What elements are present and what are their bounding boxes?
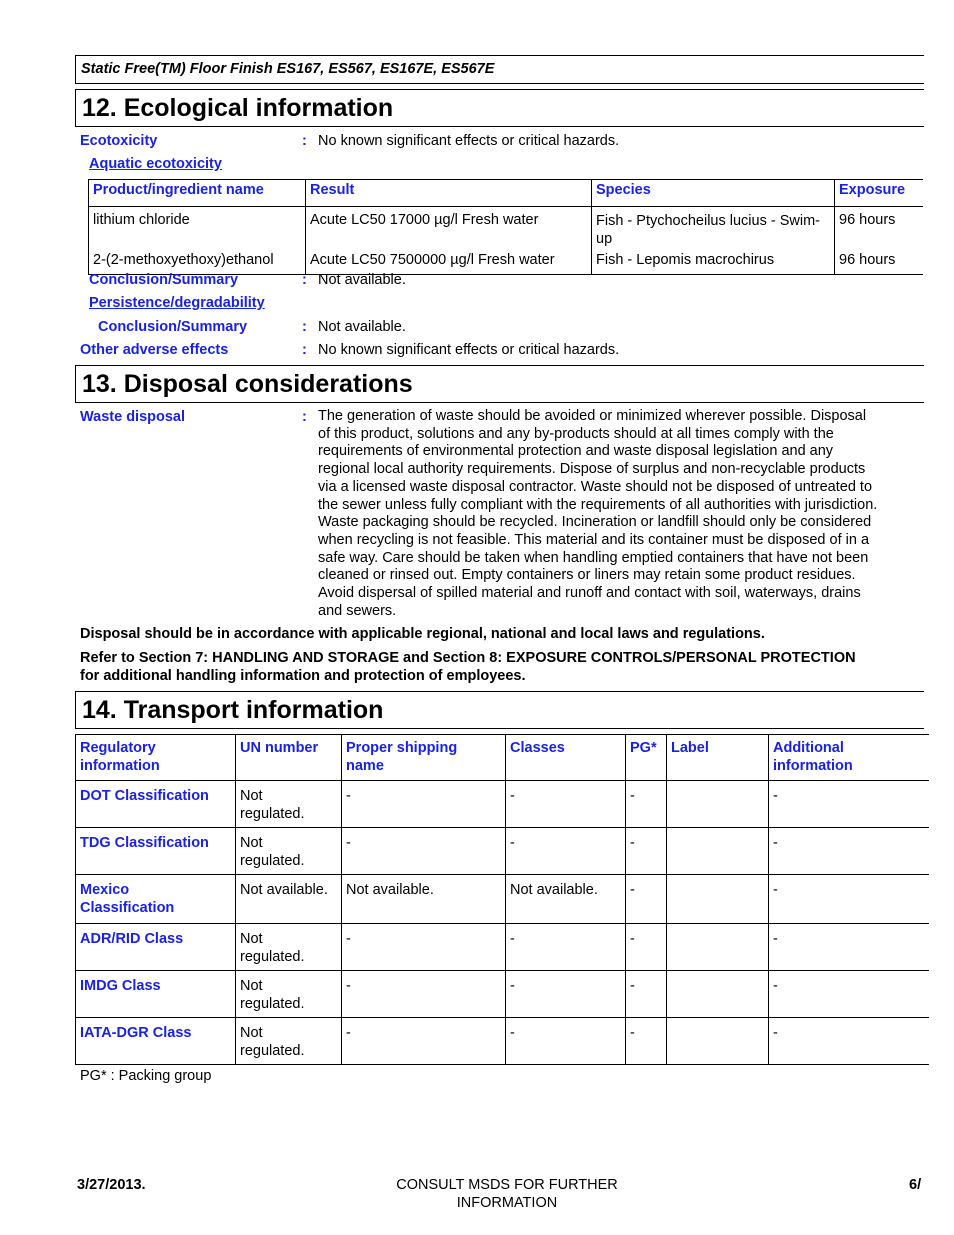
cell: - bbox=[626, 875, 667, 924]
cell: Not available. bbox=[342, 875, 506, 924]
text-line: Waste packaging should be recycled. Incineration or landfill should only be considered bbox=[318, 514, 872, 531]
text-line: the sewer unless fully compliant with the requirements of all authorities with jurisdiction. bbox=[318, 496, 878, 513]
cell: - bbox=[626, 971, 667, 1018]
cell: lithium chloride bbox=[89, 207, 306, 251]
row-label: IMDG Class bbox=[76, 971, 236, 1018]
cell: Acute LC50 17000 µg/l Fresh water bbox=[306, 207, 592, 251]
cell: - bbox=[769, 781, 930, 828]
table-header-row bbox=[89, 180, 924, 207]
footer-consult-line2: INFORMATION bbox=[456, 1194, 558, 1211]
col-header: PG* bbox=[626, 735, 667, 781]
other-adverse-effects-label: Other adverse effects bbox=[80, 342, 229, 358]
cell: - bbox=[769, 1018, 930, 1065]
cell: - bbox=[769, 875, 930, 924]
table-row bbox=[76, 781, 930, 828]
aquatic-ecotoxicity-heading: Aquatic ecotoxicity bbox=[89, 156, 222, 172]
cell bbox=[667, 828, 769, 875]
cell: 96 hours bbox=[835, 250, 924, 275]
row-label: ADR/RID Class bbox=[76, 924, 236, 971]
text-line: requirements of environmental protection and waste disposal legislation and any bbox=[318, 443, 834, 460]
conclusion-label: Conclusion/Summary bbox=[89, 272, 239, 288]
section-14-title: 14. Transport information bbox=[82, 696, 384, 724]
col-header: Exposure bbox=[835, 180, 924, 207]
col-header: Result bbox=[306, 180, 592, 207]
footer-consult-line1: CONSULT MSDS FOR FURTHER bbox=[396, 1177, 618, 1193]
text-line: when recycling is not feasible. This material and its container must be disposed of in a bbox=[318, 531, 870, 548]
cell: - bbox=[769, 971, 930, 1018]
table-row bbox=[89, 207, 924, 251]
cell: - bbox=[769, 924, 930, 971]
table-header-row bbox=[76, 735, 930, 781]
section-12-header bbox=[75, 89, 924, 127]
transport-table bbox=[75, 734, 929, 1065]
cell: Fish - Lepomis macrochirus bbox=[592, 250, 835, 275]
aquatic-ecotoxicity-table bbox=[88, 179, 923, 275]
table-row bbox=[76, 828, 930, 875]
cell: - bbox=[342, 1018, 506, 1065]
row-label: Mexico Classification bbox=[76, 875, 236, 924]
colon: : bbox=[302, 409, 307, 425]
cell: Acute LC50 7500000 µg/l Fresh water bbox=[306, 250, 592, 275]
conclusion-value: Not available. bbox=[318, 272, 406, 288]
text-line: of this product, solutions and any by-products should at all times comply with the bbox=[318, 425, 834, 442]
cell: - bbox=[342, 924, 506, 971]
table-row bbox=[76, 875, 930, 924]
cell: Not available. bbox=[236, 875, 342, 924]
colon: : bbox=[302, 342, 307, 358]
refer-note-line2: for additional handling information and protection of employees. bbox=[80, 668, 526, 684]
colon: : bbox=[302, 272, 307, 288]
cell: - bbox=[506, 781, 626, 828]
packing-group-footnote: PG* : Packing group bbox=[80, 1068, 212, 1084]
col-header: Species bbox=[592, 180, 835, 207]
text-line: cleaned or rinsed out. Empty containers or liners may retain some product residues. bbox=[318, 567, 856, 584]
col-header: Classes bbox=[506, 735, 626, 781]
cell: Not regulated. bbox=[236, 1018, 342, 1065]
text-line: The generation of waste should be avoided or minimized wherever possible. Disposal bbox=[318, 408, 867, 424]
colon: : bbox=[302, 319, 307, 335]
cell: - bbox=[342, 781, 506, 828]
ecotoxicity-value: No known significant effects or critical hazards. bbox=[318, 133, 620, 149]
cell: 2-(2-methoxyethoxy)ethanol bbox=[89, 250, 306, 275]
cell: 96 hours bbox=[835, 207, 924, 251]
cell: - bbox=[626, 828, 667, 875]
footer-consult bbox=[357, 1177, 657, 1212]
col-header: Label bbox=[667, 735, 769, 781]
disposal-note: Disposal should be in accordance with applicable regional, national and local laws and regulations. bbox=[80, 626, 765, 642]
cell: - bbox=[342, 971, 506, 1018]
colon: : bbox=[302, 133, 307, 149]
section-13-header bbox=[75, 365, 924, 403]
footer-page-number: 6/ bbox=[909, 1177, 922, 1193]
col-header: Regulatory information bbox=[76, 735, 236, 781]
persistence-conclusion-label: Conclusion/Summary bbox=[98, 319, 248, 335]
persistence-conclusion-value: Not available. bbox=[318, 319, 406, 335]
col-header: UN number bbox=[236, 735, 342, 781]
cell bbox=[667, 875, 769, 924]
text-line: safe way. Care should be taken when handling emptied containers that have not been bbox=[318, 549, 869, 566]
waste-disposal-text bbox=[318, 408, 923, 620]
cell: - bbox=[342, 828, 506, 875]
document-header bbox=[75, 55, 924, 84]
row-label: DOT Classification bbox=[76, 781, 236, 828]
waste-disposal-label: Waste disposal bbox=[80, 409, 186, 425]
cell: - bbox=[506, 828, 626, 875]
cell: Not regulated. bbox=[236, 971, 342, 1018]
text-line: Avoid dispersal of spilled material and runoff and contact with soil, waterways, drains bbox=[318, 585, 861, 602]
section-12-title: 12. Ecological information bbox=[82, 94, 394, 122]
cell bbox=[667, 924, 769, 971]
col-header: Proper shipping name bbox=[342, 735, 506, 781]
table-row bbox=[76, 1018, 930, 1065]
cell: Fish - Ptychocheilus lucius - Swim-up bbox=[592, 207, 835, 251]
cell: Not regulated. bbox=[236, 781, 342, 828]
cell bbox=[667, 781, 769, 828]
cell: - bbox=[769, 828, 930, 875]
text-line: via a licensed waste disposal contractor. Waste should not be disposed of untreated to bbox=[318, 478, 873, 495]
col-header: Product/ingredient name bbox=[89, 180, 306, 207]
cell: - bbox=[506, 971, 626, 1018]
product-name: Static Free(TM) Floor Finish ES167, ES567, ES167E, ES567E bbox=[81, 61, 495, 77]
other-adverse-effects-value: No known significant effects or critical hazards. bbox=[318, 342, 620, 358]
cell: - bbox=[626, 924, 667, 971]
footer-date: 3/27/2013. bbox=[77, 1177, 146, 1193]
persistence-heading: Persistence/degradability bbox=[89, 295, 265, 311]
section-13-title: 13. Disposal considerations bbox=[82, 370, 413, 398]
cell bbox=[667, 1018, 769, 1065]
cell: - bbox=[626, 1018, 667, 1065]
text-line: regional local authority requirements. Dispose of surplus and non-recyclable products bbox=[318, 461, 866, 478]
cell: Not regulated. bbox=[236, 828, 342, 875]
cell: - bbox=[506, 924, 626, 971]
table-row bbox=[89, 250, 924, 275]
cell: - bbox=[626, 781, 667, 828]
table-row bbox=[76, 924, 930, 971]
cell bbox=[667, 971, 769, 1018]
row-label: IATA-DGR Class bbox=[76, 1018, 236, 1065]
table-row bbox=[76, 971, 930, 1018]
cell: Not regulated. bbox=[236, 924, 342, 971]
row-label: TDG Classification bbox=[76, 828, 236, 875]
refer-note-line1: Refer to Section 7: HANDLING AND STORAGE and Section 8: EXPOSURE CONTROLS/PERSONAL PROTECTION bbox=[80, 650, 856, 666]
text-line: and sewers. bbox=[318, 602, 397, 619]
ecotoxicity-label: Ecotoxicity bbox=[80, 133, 158, 149]
col-header: Additional information bbox=[769, 735, 930, 781]
cell: - bbox=[506, 1018, 626, 1065]
cell: Not available. bbox=[506, 875, 626, 924]
section-14-header bbox=[75, 691, 924, 729]
